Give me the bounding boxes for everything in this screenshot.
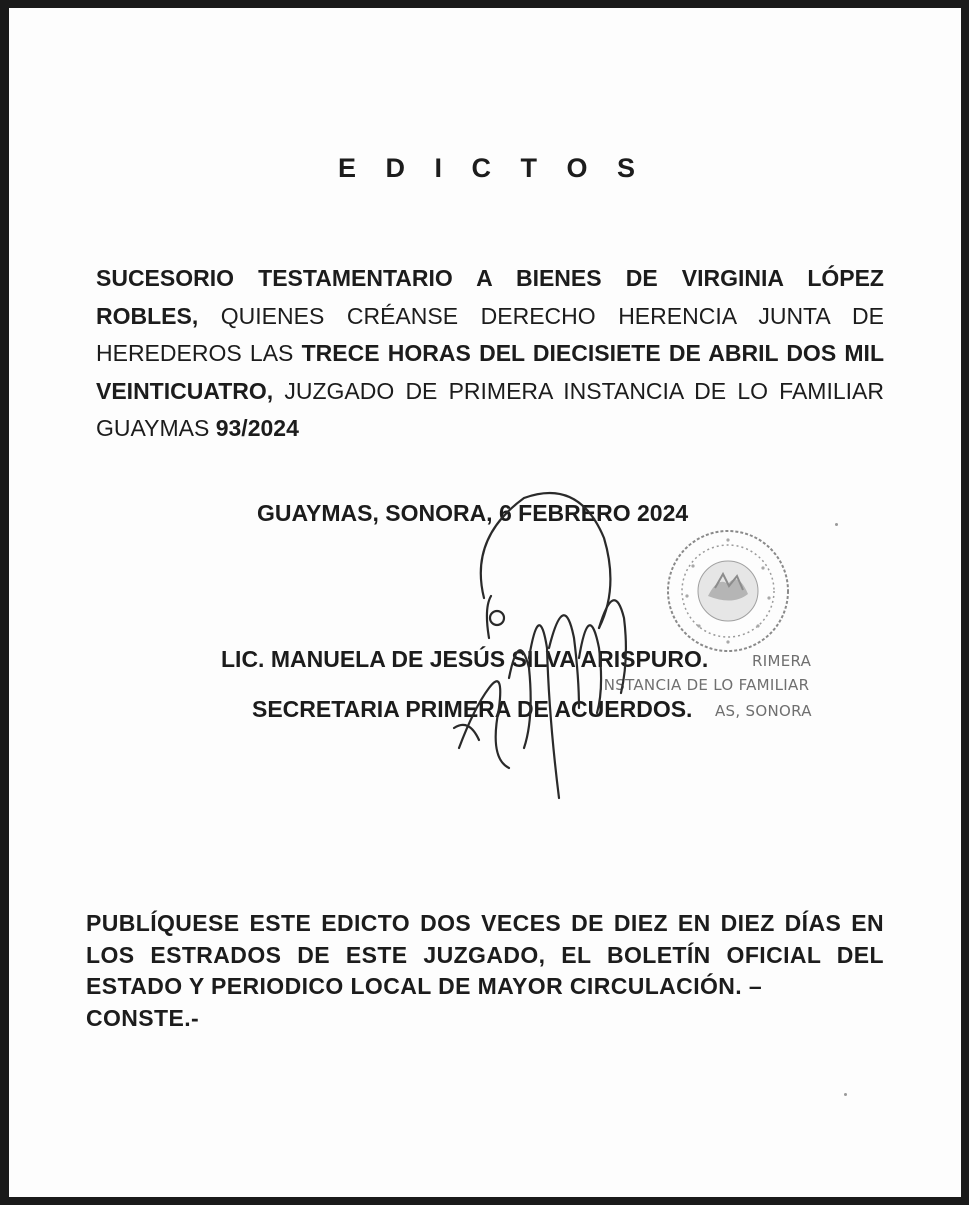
scan-speck (844, 1093, 847, 1096)
publish-end: CONSTE.- (86, 1004, 200, 1031)
place-date: GUAYMAS, SONORA, 6 FEBRERO 2024 (257, 500, 689, 526)
edict-hearing-time: TRECE HORAS DEL DIECISIETE DE ABRIL DOS MIL VEINTICUATRO, (96, 340, 884, 404)
edict-text-2: JUZGADO DE PRIMERA INSTANCIA DE LO FAMILIAR GUAYMAS (96, 377, 884, 441)
stamp-text-line-2: INSTANCIA DE LO FAMILIAR (599, 676, 810, 694)
scan-speck (835, 523, 838, 526)
page-title: E D I C T O S (337, 153, 647, 183)
publish-notice-text: PUBLÍQUESE ESTE EDICTO DOS VECES DE DIEZ EN DIEZ DÍAS EN LOS ESTRADOS DE ESTE JUZGADO, EL BOLETÍN OFICIAL DEL ESTADO Y PERIODICO LOCAL DE MAYOR CIRCULACIÓN. – (86, 910, 884, 999)
edict-text-1: QUIENES CRÉANSE DERECHO HERENCIA JUNTA DE HEREDEROS LAS (96, 302, 884, 366)
signer-name: LIC. MANUELA DE JESÚS SILVA ARISPURO. (221, 646, 709, 672)
stamp-text-line-3: AS, SONORA (715, 702, 812, 720)
court-seal-icon (663, 526, 793, 656)
handwritten-signature (429, 478, 649, 808)
signer-role: SECRETARIA PRIMERA DE ACUERDOS. (252, 696, 693, 722)
edict-case-number: 93/2024 (215, 415, 299, 441)
stamp-text-line-1: RIMERA (752, 652, 812, 670)
edict-body (96, 260, 884, 448)
publish-notice (86, 908, 884, 1034)
edict-subject: SUCESORIO TESTAMENTARIO A BIENES DE VIRGINIA LÓPEZ ROBLES, (96, 265, 884, 329)
